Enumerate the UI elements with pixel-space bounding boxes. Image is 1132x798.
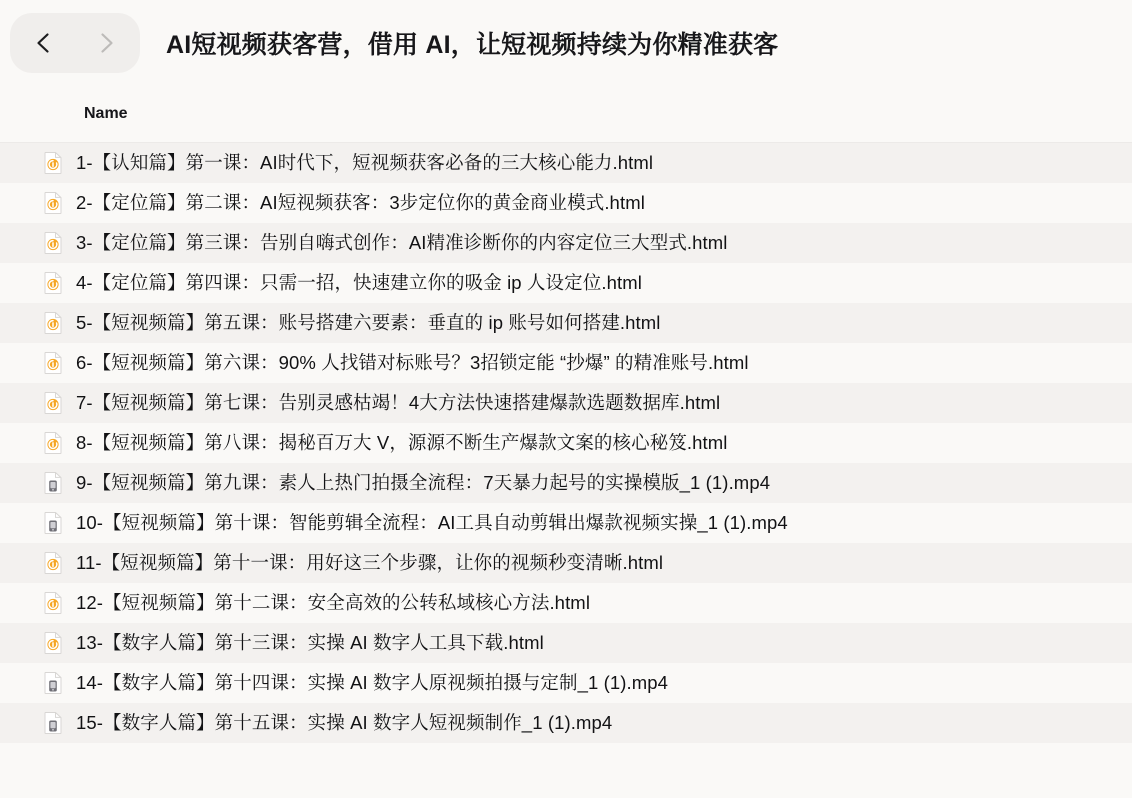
video-file-icon xyxy=(42,510,64,536)
file-row[interactable] xyxy=(0,303,1132,343)
html-file-icon xyxy=(42,430,64,456)
window-header xyxy=(0,0,1132,86)
html-file-icon xyxy=(42,150,64,176)
html-file-icon xyxy=(42,350,64,376)
file-row[interactable] xyxy=(0,263,1132,303)
file-name: 7-【短视频篇】第七课：告别灵感枯竭！4大方法快速搭建爆款选题数据库.html xyxy=(76,391,721,413)
file-name: 14-【数字人篇】第十四课：实操 AI 数字人原视频拍摄与定制_1 (1).mp4 xyxy=(76,671,669,693)
file-row[interactable] xyxy=(0,543,1132,583)
navigation-button-group xyxy=(10,13,140,73)
file-name: 1-【认知篇】第一课：AI时代下，短视频获客必备的三大核心能力.html xyxy=(76,151,654,173)
video-file-icon xyxy=(42,670,64,696)
file-name: 11-【短视频篇】第十一课：用好这三个步骤，让你的视频秒变清晰.html xyxy=(76,551,664,573)
file-name: 5-【短视频篇】第五课：账号搭建六要素：垂直的 ip 账号如何搭建.html xyxy=(76,311,661,333)
html-file-icon xyxy=(42,590,64,616)
html-file-icon xyxy=(42,310,64,336)
file-name: 2-【定位篇】第二课：AI短视频获客：3步定位你的黄金商业模式.html xyxy=(76,191,645,213)
file-row[interactable] xyxy=(0,183,1132,223)
file-row[interactable] xyxy=(0,223,1132,263)
file-row[interactable] xyxy=(0,463,1132,503)
page-title: AI短视频获客营，借用 AI，让短视频持续为你精准获客 xyxy=(166,31,779,59)
html-file-icon xyxy=(42,270,64,296)
video-file-icon xyxy=(42,710,64,736)
chevron-left-icon xyxy=(31,30,57,56)
file-name: 9-【短视频篇】第九课：素人上热门拍摄全流程：7天暴力起号的实操模版_1 (1).mp4 xyxy=(76,471,771,493)
file-row[interactable] xyxy=(0,423,1132,463)
html-file-icon xyxy=(42,390,64,416)
file-row[interactable] xyxy=(0,503,1132,543)
file-name: 3-【定位篇】第三课：告别自嗨式创作：AI精准诊断你的内容定位三大型式.html xyxy=(76,231,728,253)
back-button[interactable] xyxy=(16,15,72,71)
file-row[interactable] xyxy=(0,703,1132,743)
file-name: 12-【短视频篇】第十二课：安全高效的公转私域核心方法.html xyxy=(76,591,591,613)
column-header-row xyxy=(0,86,1132,142)
html-file-icon xyxy=(42,190,64,216)
file-row[interactable] xyxy=(0,583,1132,623)
file-list xyxy=(0,142,1132,780)
html-file-icon xyxy=(42,550,64,576)
html-file-icon xyxy=(42,230,64,256)
file-name: 8-【短视频篇】第八课：揭秘百万大 V，源源不断生产爆款文案的核心秘笈.html xyxy=(76,431,728,453)
file-row[interactable] xyxy=(0,663,1132,703)
column-header-name: Name xyxy=(84,105,128,122)
file-row[interactable] xyxy=(0,143,1132,183)
chevron-right-icon xyxy=(93,30,119,56)
forward-button[interactable] xyxy=(78,15,134,71)
file-name: 10-【短视频篇】第十课：智能剪辑全流程：AI工具自动剪辑出爆款视频实操_1 (1).mp4 xyxy=(76,511,788,533)
file-row[interactable] xyxy=(0,383,1132,423)
file-name: 15-【数字人篇】第十五课：实操 AI 数字人短视频制作_1 (1).mp4 xyxy=(76,711,613,733)
file-name: 13-【数字人篇】第十三课：实操 AI 数字人工具下载.html xyxy=(76,631,544,653)
file-name: 6-【短视频篇】第六课：90% 人找错对标账号？3招锁定能 “抄爆” 的精准账号.html xyxy=(76,351,749,373)
file-row[interactable] xyxy=(0,623,1132,663)
video-file-icon xyxy=(42,470,64,496)
file-row[interactable] xyxy=(0,343,1132,383)
file-name: 4-【定位篇】第四课：只需一招，快速建立你的吸金 ip 人设定位.html xyxy=(76,271,642,293)
list-footer-spacer xyxy=(0,780,1132,798)
html-file-icon xyxy=(42,630,64,656)
